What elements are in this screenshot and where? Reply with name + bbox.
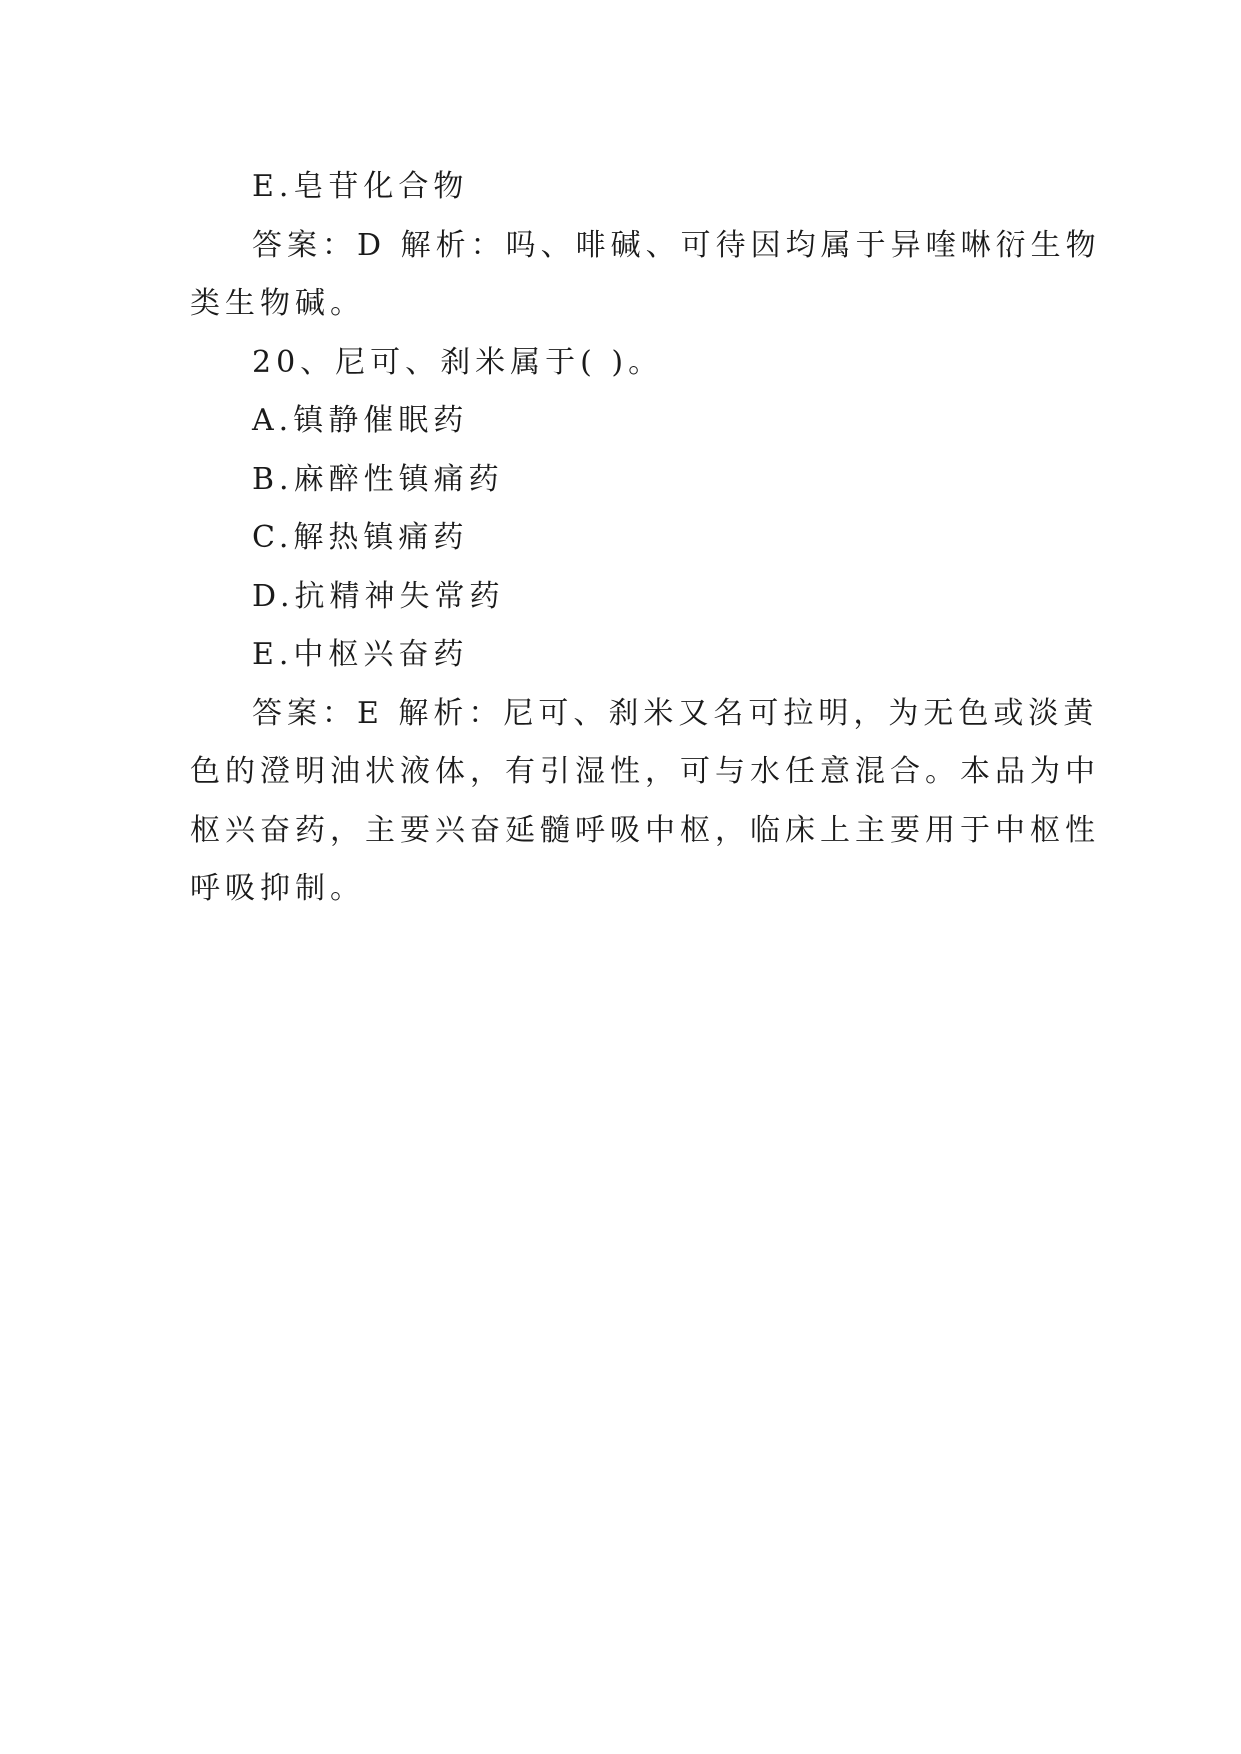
answer-20-line-2: 色的澄明油状液体，有引湿性，可与水任意混合。本品为中	[190, 754, 1100, 789]
answer-20-line-4: 呼吸抑制。	[190, 871, 365, 906]
option-e: E.中枢兴奋药	[252, 637, 469, 672]
question-20: 20、尼可、刹米属于( )。	[252, 344, 664, 380]
answer-19-line-1: 答案：D 解析：吗、啡碱、可待因均属于异喹啉衍生物	[252, 227, 1101, 263]
document-body	[190, 158, 1101, 919]
option-a: A.镇静催眠药	[252, 403, 469, 438]
option-c: C.解热镇痛药	[252, 520, 469, 555]
option-b: B.麻醉性镇痛药	[252, 461, 504, 497]
answer-19-line-2: 类生物碱。	[190, 286, 365, 321]
option-d: D.抗精神失常药	[252, 578, 505, 614]
answer-20-line-1: 答案：E 解析：尼可、刹米又名可拉明，为无色或淡黄	[252, 695, 1099, 731]
answer-20-line-3: 枢兴奋药，主要兴奋延髓呼吸中枢，临床上主要用于中枢性	[190, 812, 1100, 848]
option-e-saponin: E.皂苷化合物	[252, 169, 469, 204]
